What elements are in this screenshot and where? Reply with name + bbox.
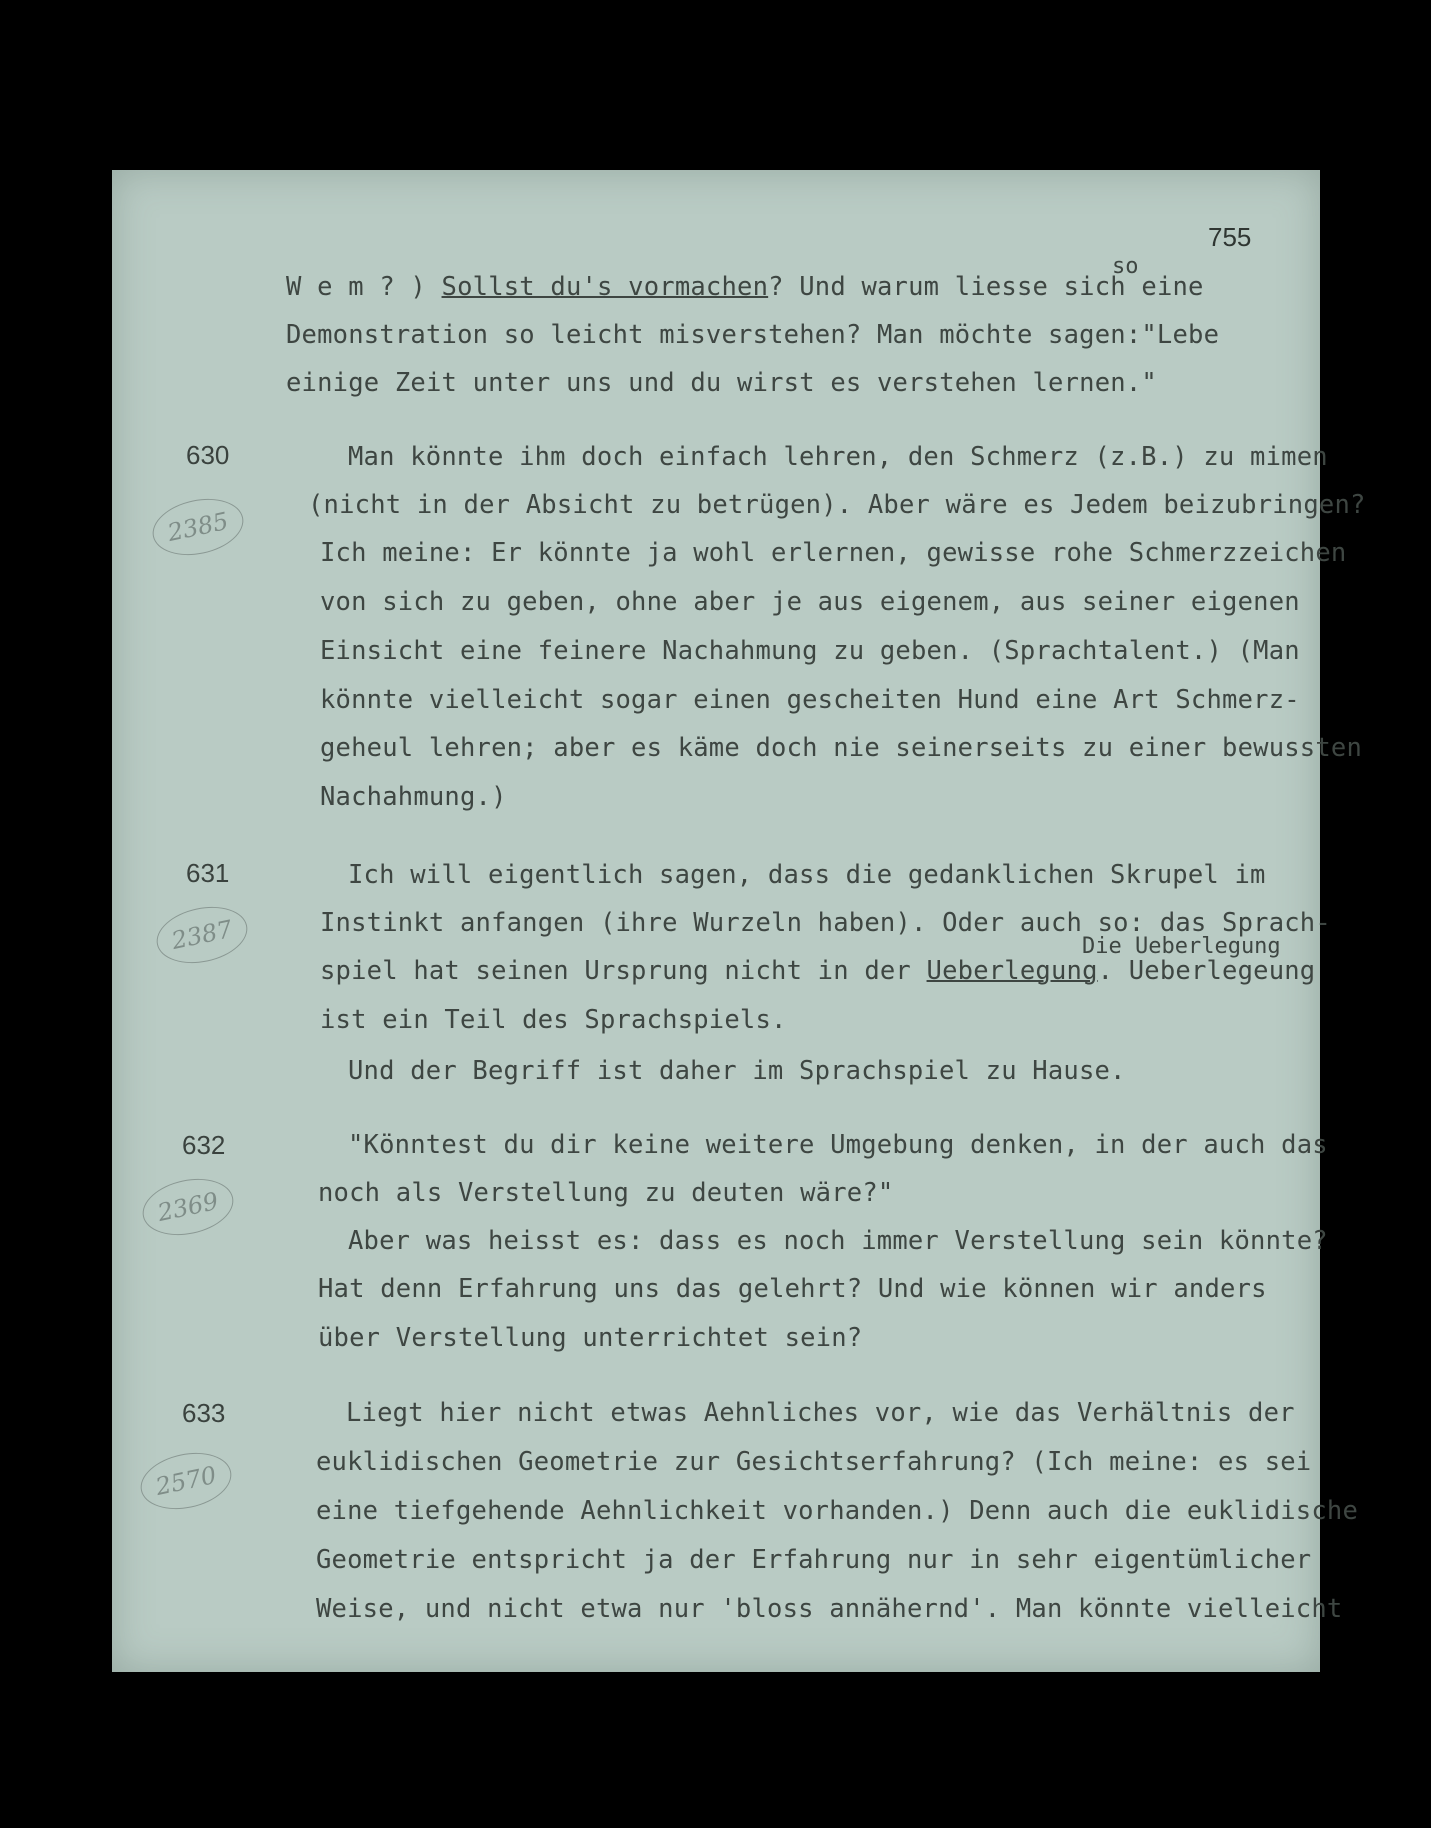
archive-stamp-2570: 2570 [135,1445,236,1517]
intro-line-1-start: W e m ? ) [286,272,442,302]
typewritten-page [112,170,1366,1672]
archive-stamp-2369: 2369 [137,1171,238,1243]
section-number-632: 632 [182,1130,226,1160]
underlined-phrase: Sollst du's vormachen [441,272,769,302]
s631-line-4: ist ein Teil des Sprachspiels. [320,1005,787,1035]
s631-line-2: Instinkt anfangen (ihre Wurzeln haben). Oder auch so: das Sprach- [320,908,1331,938]
s632-line-4: Hat denn Erfahrung uns das gelehrt? Und wie können wir anders [318,1274,1267,1304]
s631-line-3 [320,956,1315,986]
s633-line-2: euklidischen Geometrie zur Gesichtserfahrung? (Ich meine: es sei [316,1447,1312,1477]
s632-line-2: noch als Verstellung zu deuten wäre?" [318,1178,894,1208]
insertion-so: so [1112,254,1139,279]
s630-line-6: könnte vielleicht sogar einen gescheiten Hund eine Art Schmerz- [320,685,1300,715]
s632-line-5: über Verstellung unterrichtet sein? [318,1323,863,1353]
s633-line-5: Weise, und nicht etwa nur 'bloss annähernd'. Man könnte vielleicht [316,1594,1343,1624]
s630-line-7: geheul lehren; aber es käme doch nie seinerseits zu einer bewussten [320,733,1363,763]
section-number-630: 630 [186,440,230,470]
intro-line-2: Demonstration so leicht misverstehen? Man möchte sagen:"Lebe [286,320,1220,350]
s631-line-3-end: . Ueberlegeung [1097,956,1316,986]
intro-line-3: einige Zeit unter uns und du wirst es verstehen lernen." [286,368,1157,398]
archive-stamp-2387: 2387 [151,899,252,971]
insertion-die-ueberlegung: Die Ueberlegung [1082,934,1281,959]
underlined-word: Ueberlegung [926,956,1098,986]
s630-line-2: (nicht in der Absicht zu betrügen). Aber wäre es Jedem beizubringen? [308,490,1366,520]
intro-line-1-end: ? Und warum liesse sich eine [768,272,1204,302]
s630-line-8: Nachahmung.) [320,782,507,812]
section-number-633: 633 [182,1398,226,1428]
s630-line-4: von sich zu geben, ohne aber je aus eigenem, aus seiner eigenen [320,587,1300,617]
s633-line-4: Geometrie entspricht ja der Erfahrung nur in sehr eigentümlicher [316,1545,1312,1575]
s632-line-3: Aber was heisst es: dass es noch immer Verstellung sein könnte? [348,1226,1328,1256]
s630-line-3: Ich meine: Er könnte ja wohl erlernen, gewisse rohe Schmerzzeichen [320,538,1347,568]
s631-line-1: Ich will eigentlich sagen, dass die gedanklichen Skrupel im [348,860,1266,890]
s633-line-1: Liegt hier nicht etwas Aehnliches vor, wie das Verhältnis der [346,1398,1295,1428]
archive-stamp-2385: 2385 [147,491,248,563]
page-number: 755 [1208,222,1252,252]
s633-line-3: eine tiefgehende Aehnlichkeit vorhanden.) Denn auch die euklidische [316,1496,1359,1526]
s632-line-1: "Könntest du dir keine weitere Umgebung denken, in der auch das [348,1130,1328,1160]
section-number-631: 631 [186,858,230,888]
s631-line-3-start: spiel hat seinen Ursprung nicht in der [320,956,927,986]
s630-line-1: Man könnte ihm doch einfach lehren, den Schmerz (z.B.) zu mimen [348,442,1328,472]
intro-line-1 [286,272,1204,302]
s630-line-5: Einsicht eine feinere Nachahmung zu geben. (Sprachtalent.) (Man [320,636,1300,666]
s631-line-5: Und der Begriff ist daher im Sprachspiel zu Hause. [348,1056,1126,1086]
